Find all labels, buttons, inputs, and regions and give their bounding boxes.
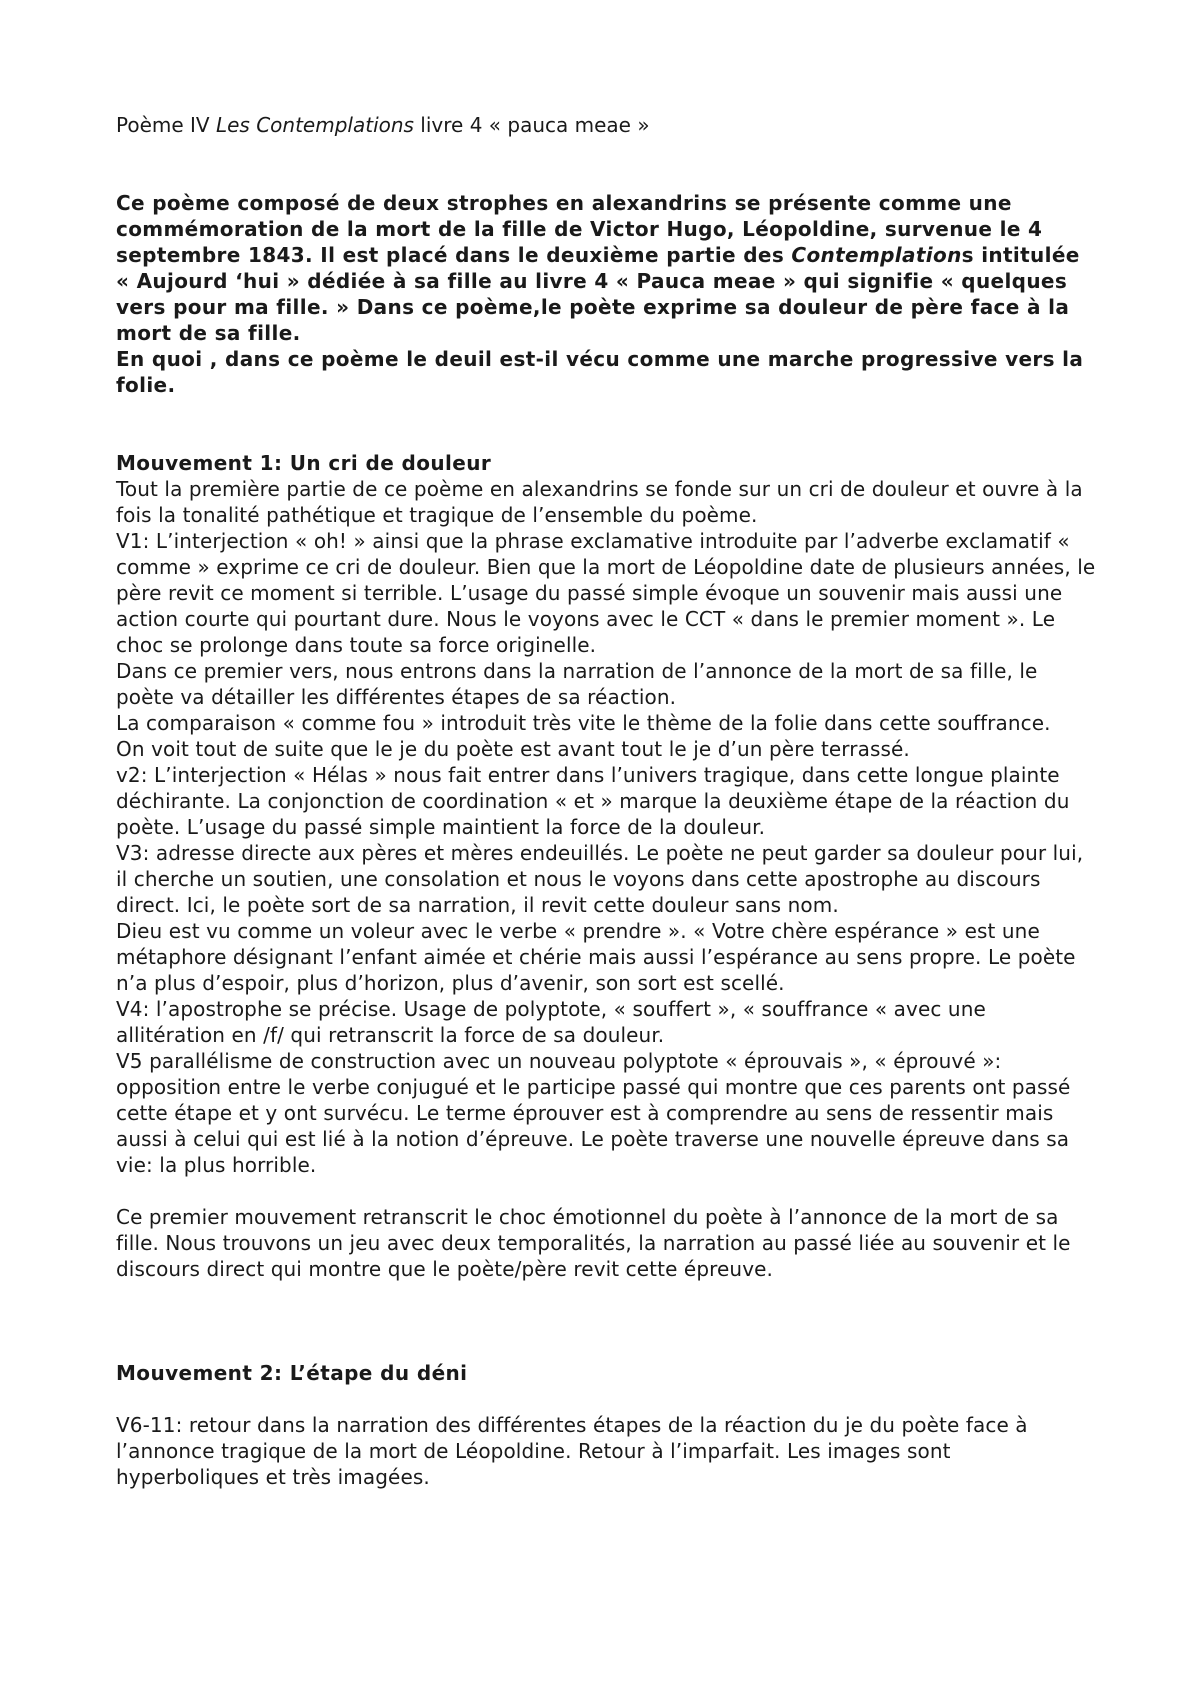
movement1-paragraph: V4: l’apostrophe se précise. Usage de polyptote, « souffert », « souffrance « avec une allitération en /f/ qui retranscrit la force de sa douleur. bbox=[116, 997, 986, 1047]
movement1-paragraph: Dieu est vu comme un voleur avec le verbe « prendre ». « Votre chère espérance » est une métaphore désignant l’enfant aimée et chérie mais aussi l’espérance au sens propre. Le poète n’a plus d’espoir, plus d’horizon, plus d’avenir, son sort est scellé. bbox=[116, 919, 1076, 995]
title-suffix: livre 4 « pauca meae » bbox=[413, 113, 650, 137]
document-body bbox=[116, 112, 1096, 1490]
movement1-heading: Mouvement 1: Un cri de douleur bbox=[116, 451, 492, 475]
movement1-paragraph: V3: adresse directe aux pères et mères endeuillés. Le poète ne peut garder sa douleur pour lui, il cherche un soutien, une consolation et nous le voyons dans cette apostrophe au discours direct. Ici, le poète sort de sa narration, il revit cette douleur sans nom. bbox=[116, 841, 1084, 917]
movement2-paragraph: V6-11: retour dans la narration des différentes étapes de la réaction du je du poète face à l’annonce tragique de la mort de Léopoldine. Retour à l’imparfait. Les images sont hyperboliques et très imagées. bbox=[116, 1413, 1028, 1489]
spacer bbox=[116, 1282, 1096, 1360]
movement2-paragraphs bbox=[116, 1412, 1096, 1490]
movement1-paragraph: On voit tout de suite que le je du poète est avant tout le je d’un père terrassé. bbox=[116, 737, 910, 761]
document-title bbox=[116, 112, 1096, 138]
movement1-paragraph: V5 parallélisme de construction avec un nouveau polyptote « éprouvais », « éprouvé »: opposition entre le verbe conjugué et le participe passé qui montre que ces parents ont passé cette étape et y ont survécu. Le terme éprouver est à comprendre au sens de ressentir mais aussi à celui qui est lié à la notion d’épreuve. Le poète traverse une nouvelle épreuve dans sa vie: la plus horrible. bbox=[116, 1049, 1071, 1177]
movement1-conclusion: Ce premier mouvement retranscrit le choc émotionnel du poète à l’annonce de la mort de sa fille. Nous trouvons un jeu avec deux temporalités, la narration au passé liée au souvenir et le discours direct qui montre que le poète/père revit cette épreuve. bbox=[116, 1205, 1071, 1281]
movement2-heading: Mouvement 2: L’étape du déni bbox=[116, 1361, 468, 1385]
title-work: Les Contemplations bbox=[215, 113, 414, 137]
title-prefix: Poème IV bbox=[116, 113, 216, 137]
movement1-paragraphs bbox=[116, 476, 1096, 1178]
intro-part1: Ce poème composé de deux strophes en alexandrins se présente comme une commémoration de la mort de la fille de Victor Hugo, Léopoldine, survenue le 4 septembre 1843. Il est placé dans le deuxième partie des bbox=[116, 191, 1043, 267]
movement1-paragraph: V1: L’interjection « oh! » ainsi que la phrase exclamative introduite par l’adverbe exclamatif « comme » exprime ce cri de douleur. Bien que la mort de Léopoldine date de plusieurs années, le père revit ce moment si terrible. L’usage du passé simple évoque un souvenir mais aussi une action courte qui pourtant dure. Nous le voyons avec le CCT « dans le premier moment ». Le choc se prolonge dans toute sa force originelle. bbox=[116, 529, 1096, 657]
intro-paragraph bbox=[116, 190, 1096, 346]
intro-question: En quoi , dans ce poème le deuil est-il vécu comme une marche progressive vers la folie. bbox=[116, 347, 1084, 397]
movement1-paragraph: Tout la première partie de ce poème en alexandrins se fonde sur un cri de douleur et ouvre à la fois la tonalité pathétique et tragique de l’ensemble du poème. bbox=[116, 477, 1083, 527]
movement1-paragraph: Dans ce premier vers, nous entrons dans la narration de l’annonce de la mort de sa fille, le poète va détailler les différentes étapes de sa réaction. bbox=[116, 659, 1038, 709]
intro-part2: s intitulée « Aujourd ‘hui » dédiée à sa fille au livre 4 « Pauca meae » qui signifie « quelques vers pour ma fille. » Dans ce poème,le poète exprime sa douleur de père face à la mort de sa fille. bbox=[116, 243, 1080, 345]
spacer bbox=[116, 1178, 1096, 1204]
movement1-paragraph: v2: L’interjection « Hélas » nous fait entrer dans l’univers tragique, dans cette longue plainte déchirante. La conjonction de coordination « et » marque la deuxième étape de la réaction du poète. L’usage du passé simple maintient la force de la douleur. bbox=[116, 763, 1070, 839]
movement1-paragraph: La comparaison « comme fou » introduit très vite le thème de la folie dans cette souffrance. bbox=[116, 711, 1051, 735]
spacer bbox=[116, 398, 1096, 450]
intro-work-italic: Contemplation bbox=[791, 243, 962, 267]
